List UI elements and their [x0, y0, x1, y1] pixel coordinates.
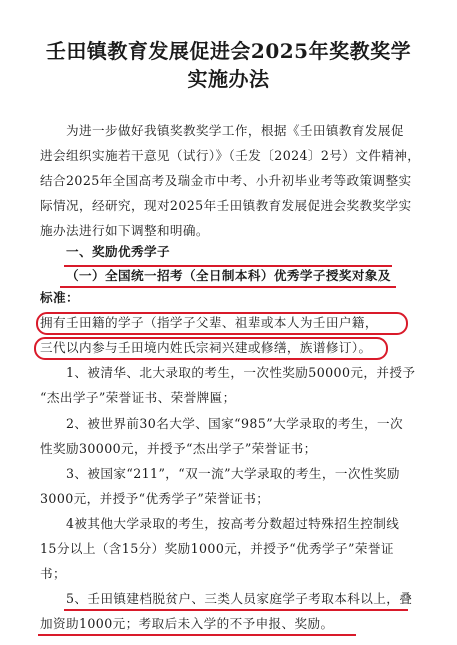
eligibility-line: 三代以内参与壬田境内姓氏宗祠兴建或修缮，族谱修订）。 [40, 340, 372, 355]
document-title: 壬田镇教育发展促进会2025年奖教奖学 [45, 39, 412, 63]
section-heading: 一、奖励优秀学子 [66, 244, 170, 259]
red-underline-annotation [64, 609, 408, 611]
red-underline-annotation [60, 286, 396, 288]
paragraph-line: 进会组织实施若干意见（试行）》（壬发〔2024〕2号）文件精神， [40, 148, 421, 163]
award-item: 3、被国家“211”，“双一流”大学录取的考生，一次性奖励 [66, 466, 400, 481]
award-item: 加资助1000元；考取后未入学的不予申报、奖励。 [40, 616, 334, 631]
document-subtitle: 实施办法 [187, 67, 270, 91]
award-item: 15分以上（含15分）奖励1000元，并授予“优秀学子”荣誉证 [40, 541, 394, 556]
red-highlight-oval [36, 312, 408, 335]
subsection-heading-cont: 标准： [40, 290, 79, 305]
paragraph-line: 施办法进行如下调整和明确。 [40, 223, 209, 238]
subsection-heading: （一）全国统一招考（全日制本科）优秀学子授奖对象及 [66, 268, 391, 283]
award-item: 性奖励30000元，并授予“杰出学子”荣誉证书； [40, 441, 317, 456]
award-item: 3000元，并授予“优秀学子”荣誉证书； [40, 491, 270, 506]
red-highlight-oval [34, 337, 388, 360]
paragraph-line: 为进一步做好我镇奖教奖学工作，根据《壬田镇教育发展促 [66, 123, 404, 138]
eligibility-line: 拥有壬田籍的学子（指学子父辈、祖辈或本人为壬田户籍， [40, 315, 378, 330]
award-item: 书； [40, 566, 66, 581]
paragraph-line: 际情况，经研究，现对2025年壬田镇教育发展促进会奖教奖学实 [40, 198, 412, 213]
red-underline-annotation [38, 634, 356, 636]
award-item: “杰出学子”荣誉证书、荣誉牌匾； [40, 390, 236, 405]
award-item: 2、被世界前30名大学、国家“985”大学录取的考生，一次 [66, 416, 404, 431]
award-item: 4被其他大学录取的考生，按高考分数超过特殊招生控制线 [66, 516, 400, 531]
paragraph-line: 结合2025年全国高考及瑞金市中考、小升初毕业考等政策调整实 [40, 173, 412, 188]
red-underline-annotation [64, 265, 392, 267]
award-item: 5、壬田镇建档脱贫户、三类人员家庭学子考取本科以上，叠 [66, 591, 413, 606]
award-item: 1、被清华、北大录取的考生，一次性奖励50000元，并授予 [66, 365, 416, 380]
